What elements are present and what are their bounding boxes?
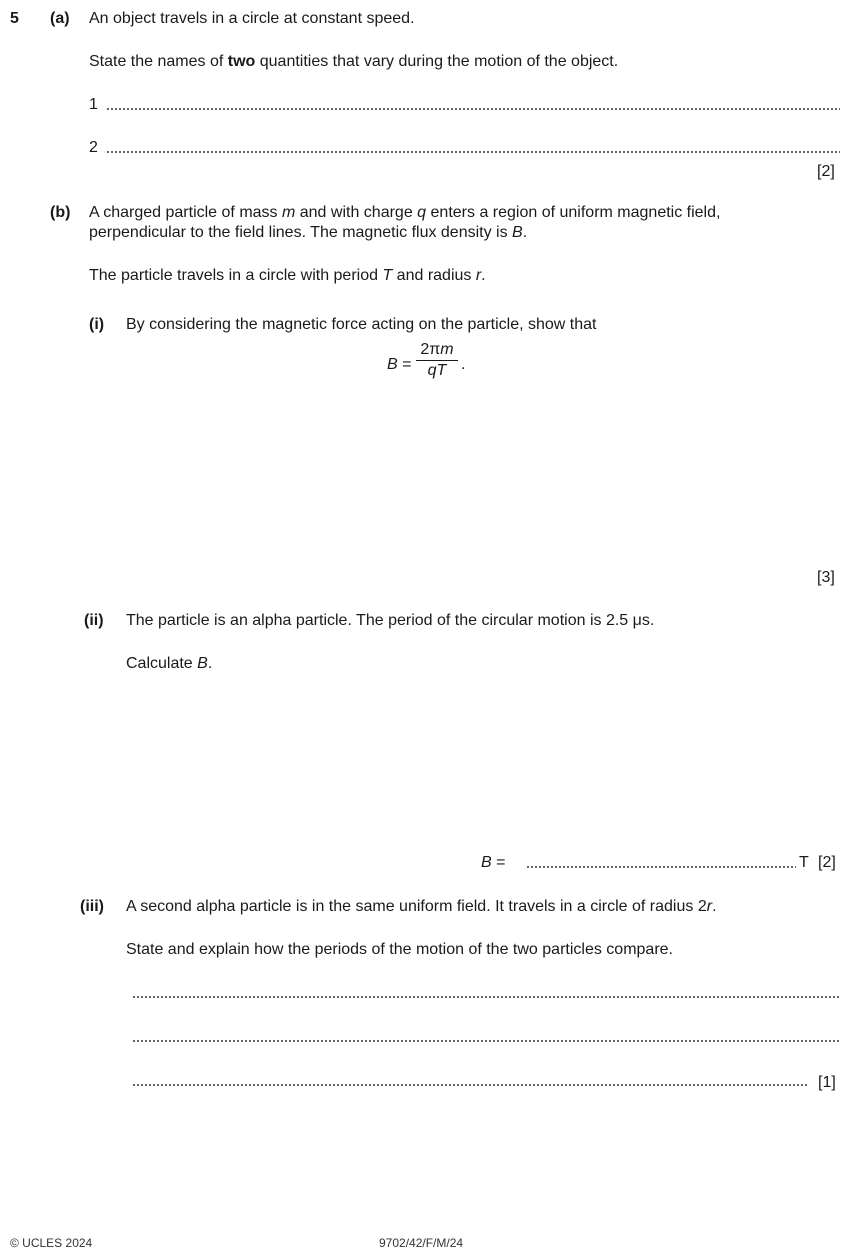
part-b-intro-line1: A charged particle of mass m and with charge q enters a region of uniform magnetic field, — [89, 204, 721, 221]
footer-paper-code: 9702/42/F/M/24 — [379, 1236, 464, 1250]
footer-copyright: © UCLES 2024 — [10, 1236, 93, 1250]
sub-i-text: By considering the magnetic force acting on the particle, show that — [126, 316, 597, 333]
answer-line-b-ii[interactable] — [526, 866, 796, 868]
answer-unit: T — [799, 854, 809, 871]
answer-line-a2[interactable] — [106, 151, 840, 153]
sub-iii-prompt: State and explain how the periods of the motion of the two particles compare. — [126, 941, 673, 958]
sub-iii-label: (iii) — [80, 898, 104, 915]
sub-iii-text: A second alpha particle is in the same uniform field. It travels in a circle of radius 2r. — [126, 898, 717, 915]
marks-b-i: [3] — [817, 569, 835, 586]
sub-ii-text: The particle is an alpha particle. The period of the circular motion is 2.5 μs. — [126, 612, 655, 629]
formula-fraction: 2πm qT — [416, 341, 458, 380]
answer-line-b-iii-2[interactable] — [132, 1040, 840, 1042]
part-b-intro-line2: perpendicular to the field lines. The magnetic flux density is B. — [89, 224, 528, 241]
answer-line-b-iii-3[interactable] — [132, 1084, 808, 1086]
part-a-label: (a) — [50, 10, 70, 27]
marks-a: [2] — [817, 163, 835, 180]
answer-line-a1[interactable] — [106, 108, 840, 110]
marks-b-ii: [2] — [818, 854, 836, 871]
formula-lhs: B = — [387, 356, 412, 373]
marks-b-iii: [1] — [818, 1074, 836, 1091]
part-b-label: (b) — [50, 204, 71, 221]
answer-label-2: 2 — [89, 139, 98, 156]
sub-ii-label: (ii) — [84, 612, 104, 629]
question-number: 5 — [10, 10, 19, 27]
formula-period: . — [461, 356, 466, 373]
sub-ii-answer-lhs: B = — [481, 854, 506, 871]
answer-label-1: 1 — [89, 96, 98, 113]
sub-ii-calculate: Calculate B. — [126, 655, 213, 672]
answer-line-b-iii-1[interactable] — [132, 996, 840, 998]
part-a-statement: An object travels in a circle at constant speed. — [89, 10, 415, 27]
part-b-period-line: The particle travels in a circle with period T and radius r. — [89, 267, 486, 284]
part-a-prompt: State the names of two quantities that vary during the motion of the object. — [89, 53, 619, 70]
sub-i-label: (i) — [89, 316, 105, 333]
